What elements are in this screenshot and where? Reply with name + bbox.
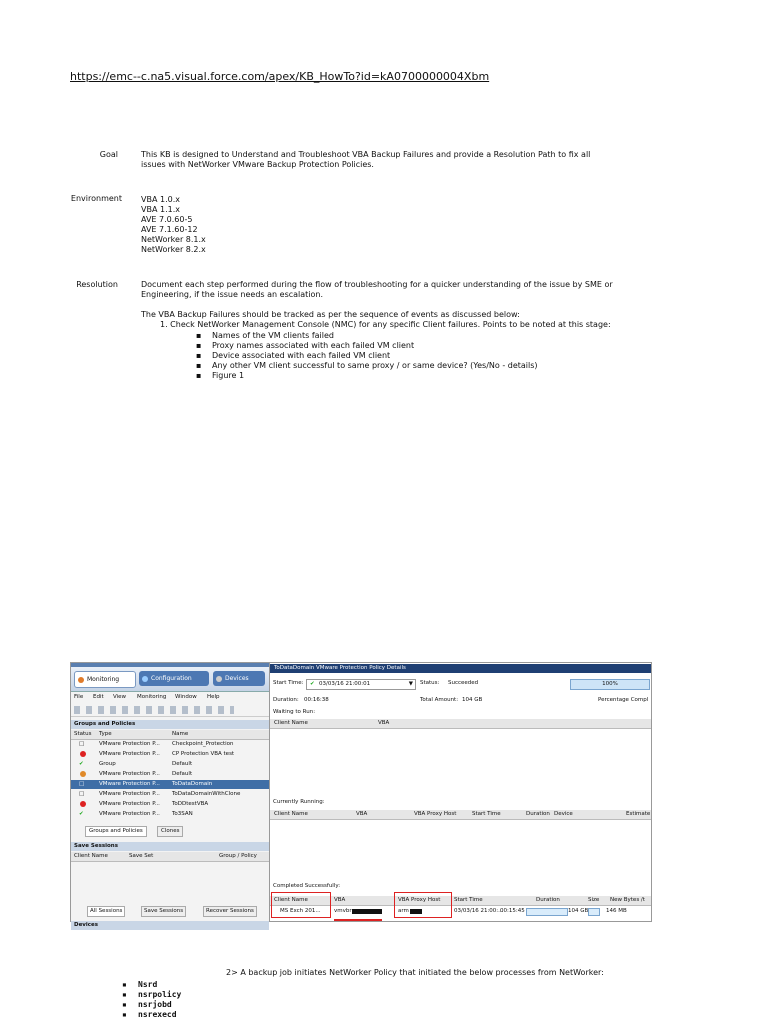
size-bar (588, 908, 600, 916)
completed-table-header: Client Name VBA VBA Proxy Host Start Time Duration Size New Bytes /t (270, 896, 651, 906)
running-label: Currently Running: (273, 799, 325, 805)
resolution-p1: Document each step performed during the flow of troubleshooting for a quicker understanding of the issue by SME or Engineering, if the issue needs an escalation. (141, 280, 613, 299)
start-time-select[interactable]: ✔ 03/03/16 21:00:01 ▼ (306, 679, 416, 690)
check-icon: ✔ (79, 811, 84, 817)
env-item: AVE 7.1.60-12 (141, 225, 198, 234)
policy-details-panel (270, 663, 651, 921)
col-name[interactable]: Name (172, 731, 189, 737)
groups-tabs (71, 826, 269, 835)
details-title-bar: ToDataDomain VMware Protection Policy Details (270, 664, 651, 673)
table-row[interactable]: MS Exch 201... vmvbr arm 03/03/16 21:00:... 00:15:45 104 GB 146 MB (280, 908, 627, 914)
groups-section-header: Groups and Policies (71, 720, 269, 729)
waiting-label: Waiting to Run: (273, 709, 316, 715)
redacted-block (352, 909, 382, 914)
env-item: NetWorker 8.2.x (141, 245, 206, 254)
table-row[interactable]: ✔ Group Default (79, 761, 193, 767)
menu-edit[interactable]: Edit (93, 694, 104, 700)
table-row-selected[interactable]: □ VMware Protection P... ToDataDomain (71, 780, 269, 789)
tab-save-sessions[interactable]: Save Sessions (141, 906, 186, 917)
toolbar-icons[interactable] (74, 706, 234, 714)
bullet-item: ▪ Proxy names associated with each failed VM client (196, 341, 616, 351)
group-icon: □ (79, 791, 85, 797)
session-tabs (71, 906, 269, 915)
save-sessions-table-header (71, 852, 269, 862)
step2-text: 2> A backup job initiates NetWorker Policy that initiated the below processes from NetWorker: (226, 968, 604, 977)
bullet-item: ▪ Figure 1 (196, 371, 616, 381)
col-client-name[interactable]: Client Name (74, 853, 108, 859)
env-item: AVE 7.0.60-5 (141, 215, 193, 224)
goal-label: Goal (99, 150, 118, 159)
environment-label: Environment (70, 194, 122, 203)
menu-file[interactable]: File (74, 694, 84, 700)
resolution-label: Resolution (76, 280, 118, 289)
tab-recover-sessions[interactable]: Recover Sessions (203, 906, 257, 917)
kb-url-link[interactable]: https://emc--c.na5.visual.force.com/apex/KB_HowTo?id=kA0700000004Xbm (70, 70, 490, 83)
nmc-screenshot (70, 662, 652, 928)
configuration-tab[interactable]: Configuration (139, 671, 209, 686)
waiting-table-header: Client Name VBA (270, 719, 651, 729)
bullet-item: ▪ Any other VM client successful to same proxy / or same device? (Yes/No - details) (196, 361, 616, 371)
chevron-down-icon: ▼ (408, 681, 413, 687)
highlight-proxy-host (394, 892, 452, 918)
bullet-item: ▪ Names of the VM clients failed (196, 331, 616, 341)
highlight-vba-underline (334, 919, 382, 921)
process-item: ▪ nsrpolicy (122, 990, 181, 1000)
goal-text: This KB is designed to Understand and Troubleshoot VBA Backup Failures and provide a Resolution Path to fix all issues with NetWorker VMware Backup Protection Policies. (141, 150, 591, 169)
group-icon: □ (79, 781, 85, 787)
table-row[interactable]: VMware Protection P... ToDDtestVBA (71, 800, 269, 809)
tab-groups-and-policies[interactable]: Groups and Policies (85, 826, 147, 837)
duration-bar (526, 908, 568, 916)
table-row[interactable]: ✔ VMware Protection P... To3SAN (79, 811, 193, 817)
duration-row: Duration: 00:16:38 Total Amount: 104 GB Percentage Compl (273, 697, 649, 703)
highlight-client-name (271, 892, 331, 918)
table-row[interactable]: VMware Protection P... Default (71, 770, 269, 779)
process-item: ▪ Nsrd (122, 980, 181, 990)
col-group-policy[interactable]: Group / Policy (219, 853, 257, 859)
env-item: VBA 1.1.x (141, 205, 180, 214)
devices-header: Devices (71, 921, 269, 930)
tab-all-sessions[interactable]: All Sessions (87, 906, 125, 917)
devices-tab[interactable]: Devices (213, 671, 265, 686)
col-save-set[interactable]: Save Set (129, 853, 154, 859)
status-value: Succeeded (448, 680, 479, 686)
nav-bar (71, 667, 269, 692)
running-table-header: Client Name VBA VBA Proxy Host Start Time Duration Device Estimate (270, 810, 651, 820)
resolution-p2: The VBA Backup Failures should be tracked as per the sequence of events as discussed below: (141, 310, 520, 319)
table-row[interactable]: □ VMware Protection P... Checkpoint_Protection (79, 741, 234, 747)
tab-clones[interactable]: Clones (157, 826, 183, 837)
monitoring-icon (78, 677, 84, 683)
env-item: NetWorker 8.1.x (141, 235, 206, 244)
resolution-step1: 1. Check NetWorker Management Console (NMC) for any specific Client failures. Points to be noted at this stage: (160, 320, 611, 329)
menu-window[interactable]: Window (175, 694, 197, 700)
process-list (122, 980, 181, 1020)
group-icon: □ (79, 741, 85, 747)
start-time-row: Start Time: ✔ 03/03/16 21:00:01 ▼ Status: Succeeded 100% (270, 679, 651, 688)
devices-icon (216, 676, 222, 682)
bullet-item: ▪ Device associated with each failed VM client (196, 351, 616, 361)
col-type[interactable]: Type (99, 731, 112, 737)
monitoring-tab[interactable]: Monitoring (74, 671, 136, 688)
nmc-left-panel (71, 663, 270, 928)
progress-bar: 100% (570, 679, 650, 690)
error-icon (80, 751, 86, 757)
environment-list (141, 195, 206, 255)
completed-label: Completed Successfully: (273, 883, 341, 889)
check-icon: ✔ (79, 761, 84, 767)
groups-table-header (71, 730, 269, 740)
error-icon (80, 801, 86, 807)
save-sessions-header: Save Sessions (71, 842, 269, 851)
process-item: ▪ nsrjobd (122, 1000, 181, 1010)
menu-monitoring[interactable]: Monitoring (137, 694, 167, 700)
warning-icon (80, 771, 86, 777)
table-row[interactable]: □ VMware Protection P... ToDataDomainWithClone (79, 791, 241, 797)
check-icon: ✔ (310, 681, 315, 687)
env-item: VBA 1.0.x (141, 195, 180, 204)
resolution-bullets (196, 331, 616, 381)
menu-bar (71, 693, 269, 702)
toolbar (71, 704, 269, 717)
col-status[interactable]: Status (74, 731, 92, 737)
menu-help[interactable]: Help (207, 694, 220, 700)
process-item: ▪ nsrexecd (122, 1010, 181, 1020)
configuration-icon (142, 676, 148, 682)
table-row[interactable]: VMware Protection P... CP Protection VBA test (71, 750, 269, 759)
menu-view[interactable]: View (113, 694, 127, 700)
